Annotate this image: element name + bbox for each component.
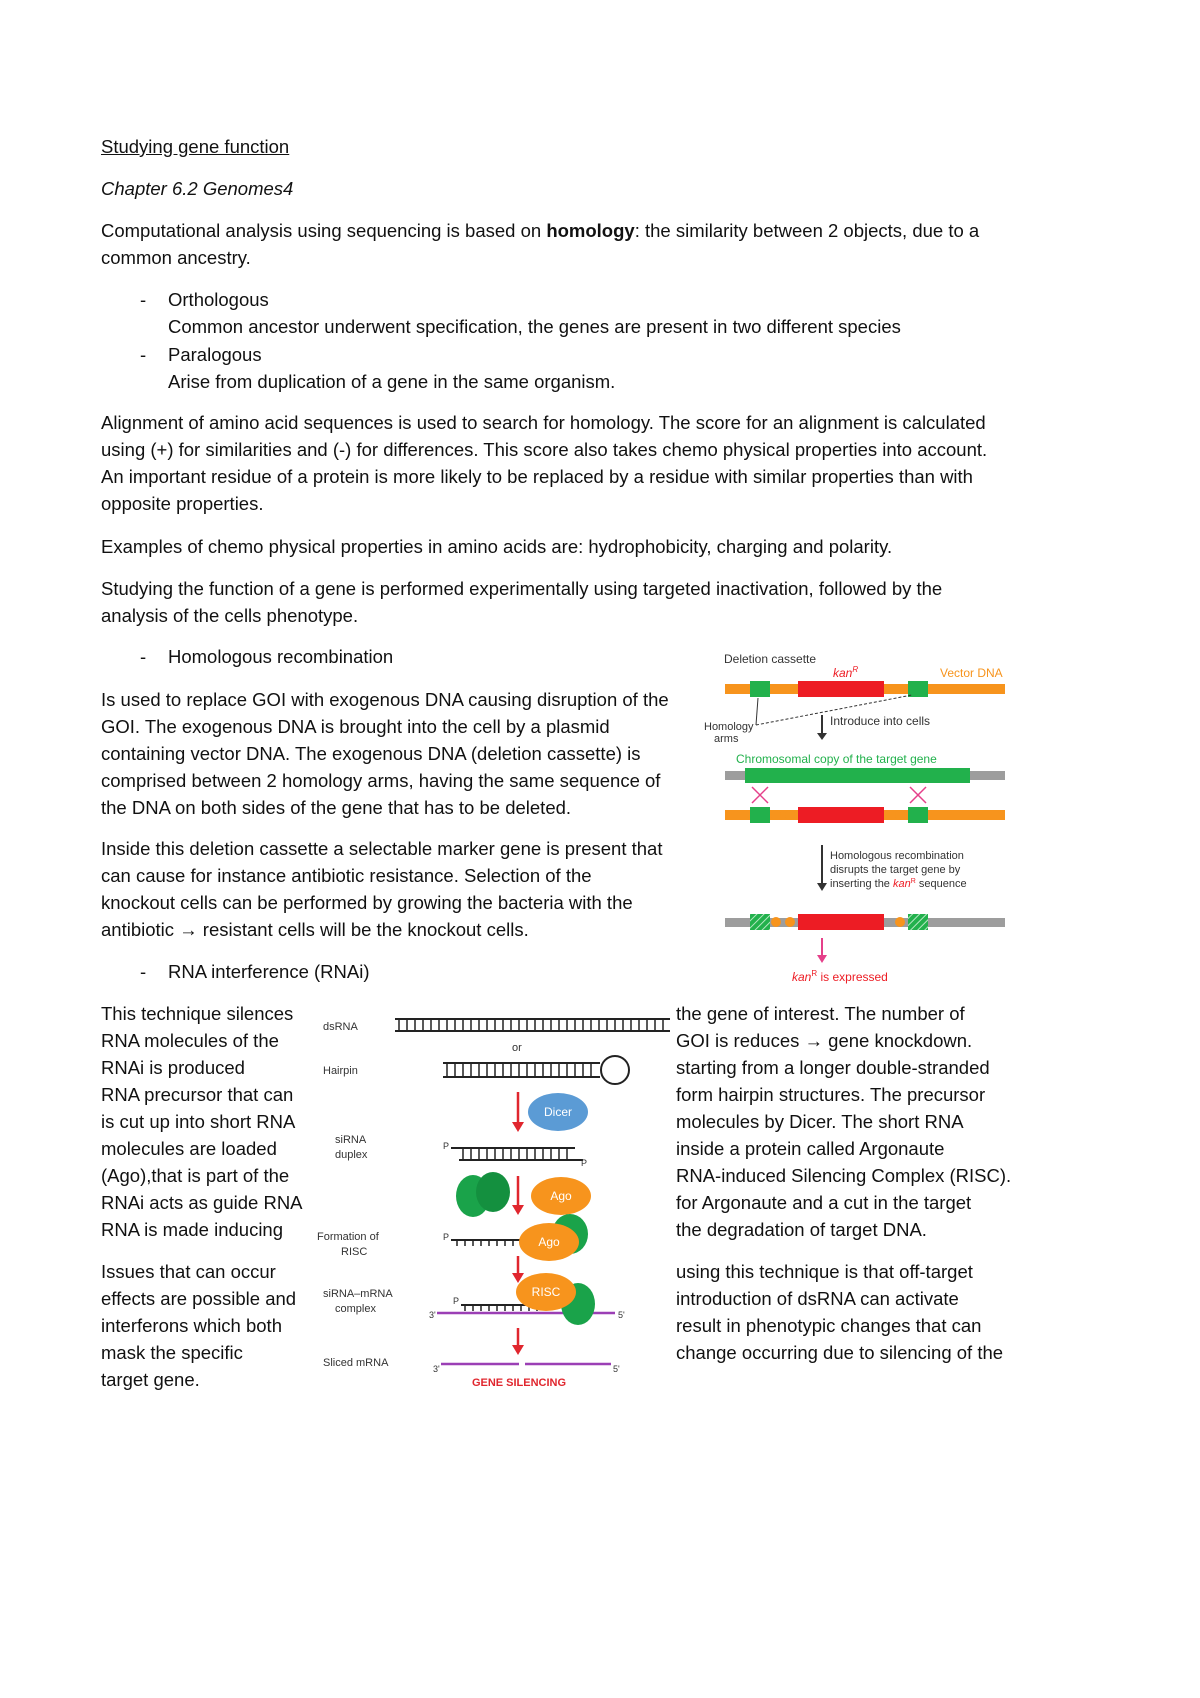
hr-text-1: Homologous recombination: [830, 850, 964, 862]
arrow-head: [512, 1345, 524, 1355]
examples-line: Examples of chemo physical properties in amino acids are: hydrophobicity, charging and polarity.: [101, 536, 893, 557]
alignment-line: opposite properties.: [101, 493, 264, 514]
five-prime-label: 5': [618, 1310, 625, 1320]
hr-line: Inside this deletion cassette a selectable marker gene is present that: [101, 838, 663, 859]
issues-right-line: result in phenotypic changes that can: [676, 1315, 982, 1336]
bullet-dash: -: [140, 289, 147, 310]
paralogous-desc: Arise from duplication of a gene in the same organism.: [168, 371, 616, 392]
rnai-right-line: molecules by Dicer. The short RNA: [676, 1111, 964, 1132]
hybrid-arm-box: [750, 914, 770, 930]
arrow-head: [512, 1205, 524, 1215]
kan-gene-box: [798, 681, 884, 697]
alignment-line: using (+) for similarities and (-) for differences. This score also takes chemo physical properties into account.: [101, 439, 988, 460]
rnai-right-line: GOI is reduces → gene knockdown.: [676, 1030, 973, 1051]
sirna-label-2: duplex: [335, 1149, 368, 1161]
rnai-left-line: is cut up into short RNA: [101, 1111, 296, 1132]
issues-right-line: change occurring due to silencing of the: [676, 1342, 1004, 1363]
homology-pointer: [756, 698, 758, 725]
rnai-right-line: for Argonaute and a cut in the target: [676, 1192, 972, 1213]
arrow-head: [817, 733, 827, 740]
introduce-label: Introduce into cells: [830, 714, 931, 728]
issues-right-line: introduction of dsRNA can activate: [676, 1288, 959, 1309]
intro-line-1: Computational analysis using sequencing is based on homology: the similarity between 2 objects, due to a: [101, 220, 980, 241]
vector-dna-label: Vector DNA: [940, 666, 1003, 680]
arrow-head: [512, 1122, 524, 1132]
rnai-right-line: starting from a longer double-stranded: [676, 1057, 990, 1078]
rnai-left-line: molecules are loaded: [101, 1138, 277, 1159]
hr-line: knockout cells can be performed by growing the bacteria with the: [101, 892, 633, 913]
ago-label: Ago: [550, 1189, 572, 1203]
homology-arms-label: Homology: [704, 721, 754, 733]
bullet-dash: -: [140, 344, 147, 365]
rnai-left-line: (Ago),that is part of the: [101, 1165, 290, 1186]
rnai-figure: [315, 1000, 675, 1395]
rnai-right-line: form hairpin structures. The precursor: [676, 1084, 986, 1105]
homology-arm-box: [750, 807, 770, 823]
promoter-dot: [785, 810, 795, 820]
hr-line: GOI. The exogenous DNA is brought into the cell by a plasmid: [101, 716, 610, 737]
rnai-bullet: RNA interference (RNAi): [168, 961, 370, 982]
rnai-left-line: This technique silences: [101, 1003, 294, 1024]
bullet-dash: -: [140, 961, 147, 982]
homology-term: homology: [546, 220, 635, 241]
orthologous-term: Orthologous: [168, 289, 269, 310]
arrow-head: [817, 955, 827, 963]
rnai-left-line: RNA precursor that can: [101, 1084, 294, 1105]
issues-left-line: Issues that can occur: [101, 1261, 276, 1282]
studying-line: analysis of the cells phenotype.: [101, 605, 359, 626]
kan-expressed-label: kan$^R$ is expressed: [792, 969, 888, 984]
homology-arm-box: [750, 681, 770, 697]
bullet-dash: -: [140, 646, 147, 667]
rnai-left-line: RNA is made inducing: [101, 1219, 284, 1240]
intro-line-2: common ancestry.: [101, 247, 251, 268]
rnai-right-line: RNA-induced Silencing Complex (RISC).: [676, 1165, 1012, 1186]
hr-line: comprised between 2 homology arms, having the same sequence of: [101, 770, 661, 791]
deletion-cassette-label: Deletion cassette: [724, 652, 817, 666]
dsrna-label: dsRNA: [323, 1021, 358, 1033]
alignment-line: Alignment of amino acid sequences is used to search for homology. The score for an alignment is calculated: [101, 412, 986, 433]
homologous-recombination-figure: [700, 645, 1010, 990]
three-prime-label: 3': [429, 1310, 436, 1320]
rnai-left-line: RNA molecules of the: [101, 1030, 279, 1051]
hybrid-arm-box: [908, 914, 928, 930]
issues-left-line: mask the specific: [101, 1342, 243, 1363]
orthologous-desc: Common ancestor underwent specification, the genes are present in two different species: [168, 316, 901, 337]
chapter-heading: Chapter 6.2 Genomes4: [101, 178, 294, 199]
homology-arm-box: [908, 681, 928, 697]
promoter-dot: [895, 684, 905, 694]
hr-text-2: disrupts the target gene by: [830, 864, 961, 876]
chromosomal-label: Chromosomal copy of the target gene: [736, 752, 937, 766]
promoter-dot: [895, 917, 905, 927]
rnai-right-line: the degradation of target DNA.: [676, 1219, 927, 1240]
five-prime-label: 5': [613, 1364, 620, 1374]
p-label: P: [443, 1141, 450, 1151]
formation-label: Formation of: [317, 1231, 379, 1243]
risc-label: RISC: [531, 1285, 561, 1299]
ago-label: Ago: [538, 1235, 560, 1249]
three-prime-label: 3': [433, 1364, 440, 1374]
dicer-label: Dicer: [543, 1105, 573, 1119]
alignment-line: An important residue of a protein is more likely to be replaced by a residue with similar properties than with: [101, 466, 973, 487]
sirna-label: siRNA: [335, 1134, 367, 1146]
hr-line: the DNA on both sides of the gene that has to be deleted.: [101, 797, 572, 818]
sliced-label: Sliced mRNA: [323, 1357, 389, 1369]
hairpin-ladder: [443, 1056, 629, 1084]
protein-blob: [476, 1172, 510, 1212]
gene-silencing-label: GENE SILENCING: [471, 1377, 567, 1389]
hairpin-label: Hairpin: [323, 1065, 358, 1077]
rnai-left-line: RNAi acts as guide RNA: [101, 1192, 303, 1213]
formation-label-2: RISC: [341, 1246, 368, 1258]
hr-bullet: Homologous recombination: [168, 646, 394, 667]
dsrna-ladder: [395, 1019, 670, 1031]
promoter-dot: [771, 810, 781, 820]
sirna-mrna-label-2: complex: [335, 1303, 376, 1315]
issues-right-line: using this technique is that off-target: [676, 1261, 973, 1282]
hr-line: antibiotic → resistant cells will be the knockout cells.: [101, 919, 529, 940]
issues-left-line: effects are possible and: [101, 1288, 297, 1309]
p-label: P: [453, 1296, 460, 1306]
promoter-dot: [771, 917, 781, 927]
studying-line: Studying the function of a gene is performed experimentally using targeted inactivation, followed by the: [101, 578, 943, 599]
rnai-right-line: the gene of interest. The number of: [676, 1003, 965, 1024]
sirna-mrna-label: siRNA–mRNA: [323, 1288, 393, 1300]
paralogous-term: Paralogous: [168, 344, 262, 365]
rnai-right-line: inside a protein called Argonaute: [676, 1138, 945, 1159]
promoter-dot: [785, 917, 795, 927]
promoter-dot: [785, 684, 795, 694]
promoter-dot: [771, 684, 781, 694]
sirna-duplex: [451, 1148, 583, 1160]
hr-line: Is used to replace GOI with exogenous DNA causing disruption of the: [101, 689, 669, 710]
rnai-left-line: RNAi is produced: [101, 1057, 245, 1078]
hr-line: can cause for instance antibiotic resistance. Selection of the: [101, 865, 592, 886]
p-label: P: [443, 1232, 450, 1242]
hr-line: containing vector DNA. The exogenous DNA (deletion cassette) is: [101, 743, 641, 764]
issues-left-line: target gene.: [101, 1369, 200, 1390]
single-strand-sirna: [451, 1240, 525, 1246]
homology-arms-label-2: arms: [714, 733, 739, 745]
issues-left-line: interferons which both: [101, 1315, 282, 1336]
target-gene-box: [745, 768, 970, 783]
kan-gene-box: [798, 914, 884, 930]
p-label: P: [581, 1158, 588, 1168]
homology-arm-box: [908, 807, 928, 823]
hr-text-3: inserting the kan$^R$ sequence: [830, 878, 967, 890]
kan-label: kan$^R$: [833, 665, 859, 680]
or-label: or: [512, 1042, 522, 1054]
page-title: Studying gene function: [101, 136, 290, 157]
kan-gene-box: [798, 807, 884, 823]
promoter-dot: [895, 810, 905, 820]
arrow-head: [817, 883, 827, 891]
